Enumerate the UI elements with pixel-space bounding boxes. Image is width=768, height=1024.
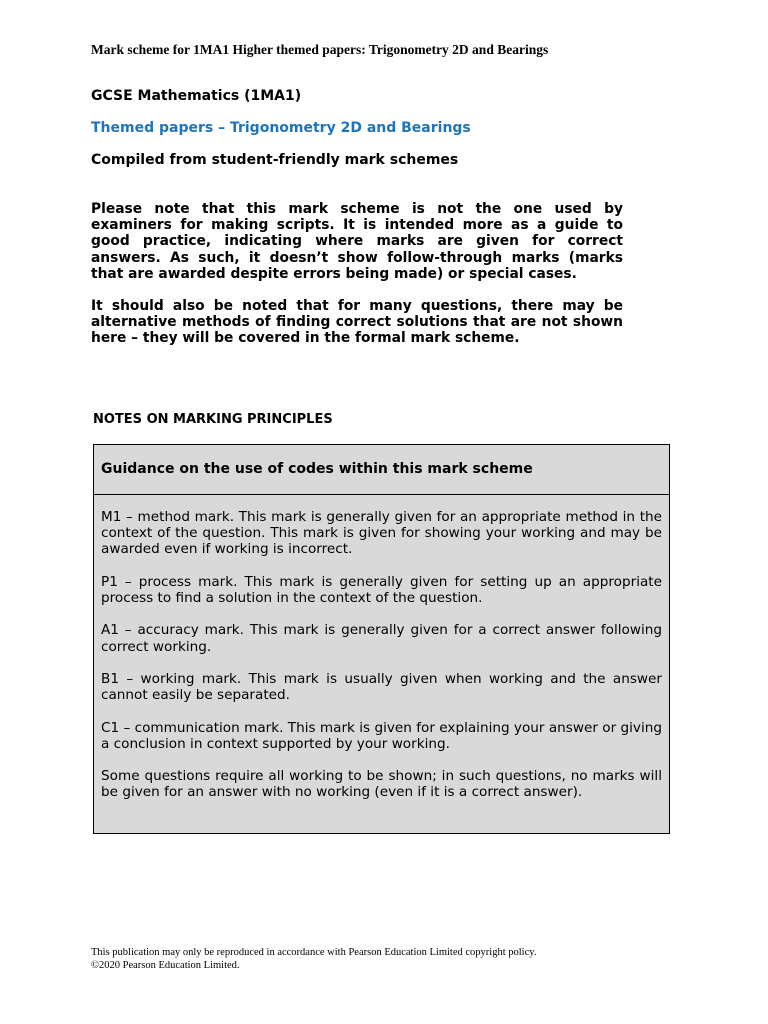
code-b1: B1 – working mark. This mark is usually given when working and the answer cannot easily be separated.: [101, 670, 662, 704]
guidance-table: [93, 444, 670, 834]
copyright-notice: ©2020 Pearson Education Limited.: [91, 960, 240, 971]
running-header: Mark scheme for 1MA1 Higher themed papers: Trigonometry 2D and Bearings: [91, 42, 549, 57]
code-c1: C1 – communication mark. This mark is given for explaining your answer or giving a conclusion in context supported by your working.: [101, 719, 662, 752]
compiled-note: Compiled from student-friendly mark schemes: [91, 152, 459, 168]
guidance-body: [94, 495, 669, 801]
themed-papers-title: Themed papers – Trigonometry 2D and Bearings: [91, 120, 471, 136]
code-m1: M1 – method mark. This mark is generally given for an appropriate method in the context of the question. This mark is given for showing your working and may be awarded even if working is incorrect.: [101, 509, 662, 558]
notice-paragraph-2: It should also be noted that for many questions, there may be alternative methods of finding correct solutions that are not shown here – they will be covered in the formal mark scheme.: [91, 298, 623, 347]
code-p1: P1 – process mark. This mark is generally given for setting up an appropriate process to find a solution in the context of the question.: [101, 573, 662, 606]
working-note: Some questions require all working to be shown; in such questions, no marks will be given for an answer with no working (even if it is a correct answer).: [101, 768, 662, 801]
footer: [91, 946, 536, 972]
code-a1: A1 – accuracy mark. This mark is generally given for a correct answer following correct working.: [101, 622, 662, 655]
guidance-heading: Guidance on the use of codes within this mark scheme: [94, 445, 669, 495]
notice-paragraph-1: Please note that this mark scheme is not the one used by examiners for making scripts. It is intended more as a guide to good practice, indicating where marks are given for correct answers. As such, it doesn’t show follow-through marks (marks that are awarded despite errors being made) or special cases.: [91, 201, 623, 282]
copyright-policy: This publication may only be reproduced in accordance with Pearson Education Limited copyright policy.: [91, 947, 537, 958]
marking-principles-heading: NOTES ON MARKING PRINCIPLES: [93, 412, 333, 427]
subject-title: GCSE Mathematics (1MA1): [91, 88, 302, 104]
